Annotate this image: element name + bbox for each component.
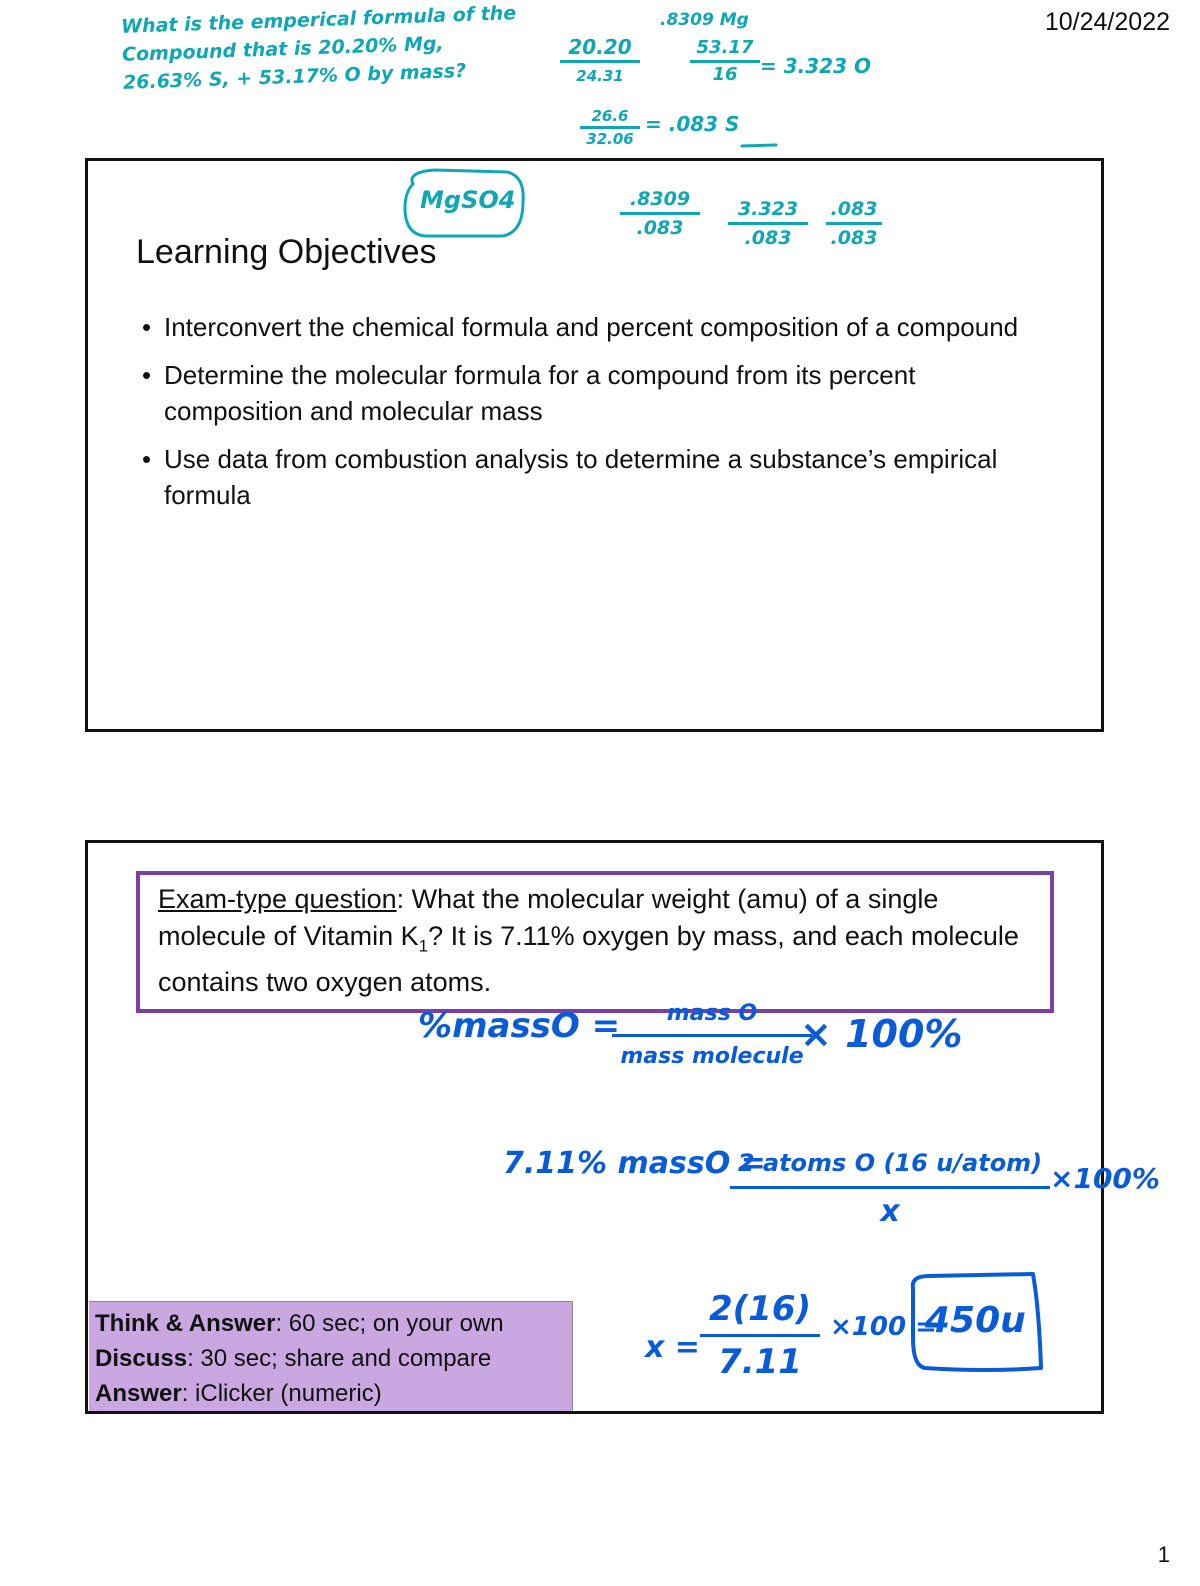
handwritten-question-line: What is the emperical formula of the xyxy=(120,2,517,38)
print-date: 10/24/2022 xyxy=(1044,8,1170,36)
ratio-3-numerator: .083 xyxy=(826,196,882,225)
objectives-list xyxy=(138,309,1038,525)
ratio-2-denominator: .083 xyxy=(744,227,792,249)
ratio-1-numerator: .8309 xyxy=(620,186,700,215)
calc-mg-denominator: 24.31 xyxy=(576,67,624,85)
answer-label: Answer xyxy=(95,1380,182,1407)
hw-line1-denominator: mass molecule xyxy=(620,1044,804,1069)
discuss-text: : 30 sec; share and compare xyxy=(187,1345,492,1372)
hw-line2-lhs: 7.11% massO = xyxy=(503,1146,766,1181)
think-text: : 60 sec; on your own xyxy=(275,1310,504,1337)
think-line xyxy=(95,1306,572,1341)
handwritten-question-line: Compound that is 20.20% Mg, xyxy=(121,32,445,66)
calc-s xyxy=(580,106,640,149)
answer-line xyxy=(95,1376,572,1411)
answer-text: : iClicker (numeric) xyxy=(181,1380,382,1407)
calc-s-underline xyxy=(740,140,780,150)
objective-item: • Interconvert the chemical formula and percent composition of a compound xyxy=(138,309,1038,345)
hw-line3-times: ×100 = xyxy=(830,1312,937,1342)
calc-mg xyxy=(560,34,640,89)
hw-line2-times: ×100% xyxy=(1050,1162,1160,1195)
answer-formula: MgSO4 xyxy=(420,186,516,214)
hw-line1-numerator: mass O xyxy=(612,994,812,1037)
calc-o-denominator: 16 xyxy=(712,64,738,85)
calc-o xyxy=(690,36,760,87)
ratio-2-numerator: 3.323 xyxy=(728,196,808,225)
page-number: 1 xyxy=(1157,1542,1170,1567)
calc-mg-result: .8309 Mg xyxy=(660,10,749,30)
calc-o-numerator: 53.17 xyxy=(690,36,760,63)
exam-text-continued: ? It is 7.11% oxygen by mass, and each molecule contains two oxygen atoms. xyxy=(158,921,1019,998)
slide-learning-objectives xyxy=(85,158,1104,732)
ratio-1 xyxy=(620,186,700,241)
discuss-line xyxy=(95,1341,572,1376)
hw-line3-fraction xyxy=(700,1284,820,1387)
slide-title: Learning Objectives xyxy=(136,233,437,271)
hw-line1-lhs: %massO = xyxy=(418,1006,621,1046)
hw-line2-fraction xyxy=(730,1140,1050,1235)
calc-o-result: = 3.323 O xyxy=(760,54,871,78)
hw-line3-lhs: x = xyxy=(645,1330,700,1365)
exam-question-box xyxy=(136,871,1054,1013)
calc-mg-numerator: 20.20 xyxy=(560,34,640,63)
exam-text: : What the molecular weight (amu) of a single molecule of Vitamin K xyxy=(158,884,939,951)
objective-item: • Determine the molecular formula for a compound from its percent composition and molecular mass xyxy=(138,357,1038,429)
hw-line1-fraction xyxy=(612,994,812,1077)
hw-line3-numerator: 2(16) xyxy=(700,1284,820,1337)
ratio-1-denominator: .083 xyxy=(636,217,684,239)
activity-instructions xyxy=(89,1301,573,1411)
hw-line2-denominator: x xyxy=(880,1194,900,1229)
ratio-2 xyxy=(728,196,808,251)
think-label: Think & Answer xyxy=(95,1310,276,1337)
exam-subscript: 1 xyxy=(418,936,429,956)
exam-label: Exam-type question xyxy=(158,884,397,914)
hw-line1-times: × 100% xyxy=(800,1012,963,1056)
handwritten-question-line: 26.63% S, + 53.17% O by mass? xyxy=(122,59,467,94)
hw-line2-numerator: 2 atoms O (16 u/atom) xyxy=(730,1140,1050,1189)
objective-item: • Use data from combustion analysis to determine a substance’s empirical formula xyxy=(138,441,1038,513)
hw-line3-answer: 450u xyxy=(925,1300,1026,1341)
calc-s-numerator: 26.6 xyxy=(580,106,640,129)
calc-s-denominator: 32.06 xyxy=(586,130,634,148)
discuss-label: Discuss xyxy=(95,1345,188,1372)
handwritten-question xyxy=(121,0,519,97)
ratio-3 xyxy=(826,196,882,251)
hw-line3-denominator: 7.11 xyxy=(718,1342,802,1382)
calc-s-result: = .083 S xyxy=(645,112,740,136)
ratio-3-denominator: .083 xyxy=(830,227,878,249)
